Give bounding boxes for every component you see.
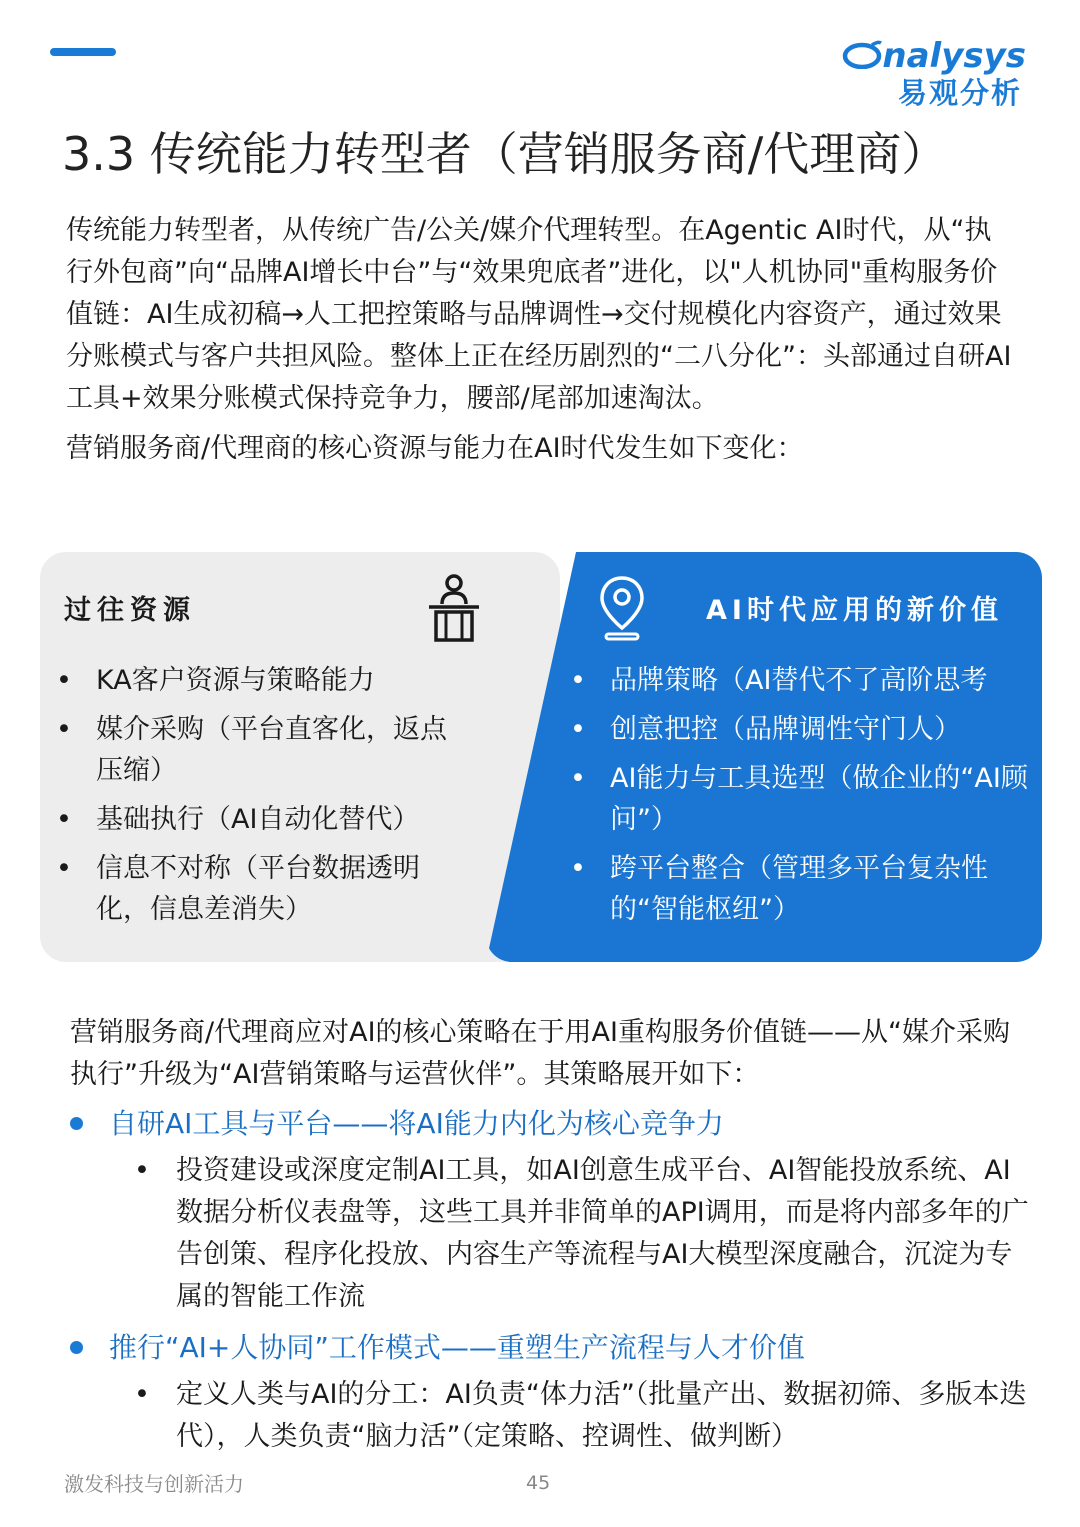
logo-en-text: nalysys <box>842 36 1026 76</box>
intro-section <box>66 210 1016 470</box>
list-item: • 媒介采购（平台直客化，返点压缩） <box>56 709 456 791</box>
page-title: 3.3 传统能力转型者（营销服务商/代理商） <box>62 127 948 181</box>
strategy-paragraph: 营销服务商/代理商应对AI的核心策略在于用AI重构服务价值链——从“媒介采购执行”升级为“AI营销策略与运营伙伴”。其策略展开如下： <box>70 1017 1010 1090</box>
page-number: 45 <box>526 1472 551 1494</box>
top-accent-bar <box>50 48 116 56</box>
new-value-title: AI时代应用的新价值 <box>706 595 1003 626</box>
list-item: • 投资建设或深度定制AI工具，如AI创意生成平台、AI智能投放系统、AI数据分析仪表盘等，这些工具并非简单的API调用，而是将内部多年的广告创策、程序化投放、内容生产等流程与AI大模型深度融合，沉淀为专属的智能工作流 <box>134 1150 1034 1318</box>
strategy-section <box>70 1012 1020 1096</box>
analysys-logo <box>842 36 1026 110</box>
bullet-dot-icon <box>70 1117 83 1130</box>
list-item: • 跨平台整合（管理多平台复杂性的“智能枢纽”） <box>570 848 1030 930</box>
strategy-list-1 <box>134 1150 1034 1318</box>
list-item: • 创意把控（品牌调性守门人） <box>570 709 1030 750</box>
list-item: • 基础执行（AI自动化替代） <box>56 799 456 840</box>
list-item: • 信息不对称（平台数据透明化，信息差消失） <box>56 848 456 930</box>
location-pin-icon <box>596 574 648 642</box>
strategy-heading-text: 自研AI工具与平台——将AI能力内化为核心竞争力 <box>109 1107 724 1140</box>
list-item: • AI能力与工具选型（做企业的“AI顾问”） <box>570 758 1030 840</box>
bullet-dot-icon <box>70 1341 83 1354</box>
past-resources-list <box>56 660 456 938</box>
list-item: • 品牌策略（AI替代不了高阶思考 <box>570 660 1030 701</box>
new-value-list <box>570 660 1030 938</box>
podium-icon <box>426 574 482 644</box>
logo-cn-text: 易观分析 <box>897 76 1022 110</box>
list-item: • 定义人类与AI的分工：AI负责“体力活”（批量产出、数据初筛、多版本迭代），人类负责“脑力活”（定策略、控调性、做判断） <box>134 1374 1034 1458</box>
strategy-list-2 <box>134 1374 1034 1458</box>
logo-a-mark-icon <box>842 39 882 69</box>
intro-paragraph: 传统能力转型者，从传统广告/公关/媒介代理转型。在Agentic AI时代，从“执行外包商”向“品牌AI增长中台”与“效果兜底者”进化，以"人机协同"重构服务价值链：AI生成初稿→人工把控策略与品牌调性→交付规模化内容资产，通过效果分账模式与客户共担风险。整体上正在经历剧烈的“二八分化”：头部通过自研AI工具+效果分账模式保持竞争力，腰部/尾部加速淘汰。 <box>66 215 1012 414</box>
strategy-heading-2 <box>70 1326 805 1366</box>
strategy-heading-1 <box>70 1102 724 1142</box>
footer-slogan: 激发科技与创新活力 <box>64 1472 244 1496</box>
list-item: • KA客户资源与策略能力 <box>56 660 456 701</box>
strategy-heading-text: 推行“AI+人协同”工作模式——重塑生产流程与人才价值 <box>109 1331 805 1364</box>
intro-lead: 营销服务商/代理商的核心资源与能力在AI时代发生如下变化： <box>66 433 804 464</box>
past-resources-title: 过往资源 <box>64 595 196 626</box>
